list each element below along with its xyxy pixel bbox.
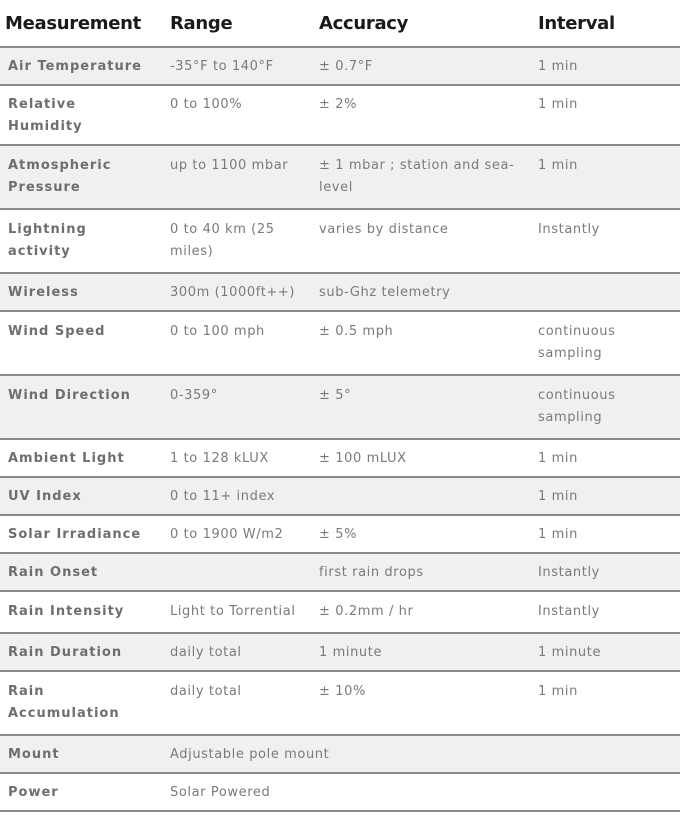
table-row: [0, 633, 680, 671]
accuracy-cell: varies by distance: [311, 209, 530, 273]
value-cell: Solar Powered: [162, 773, 680, 811]
interval-cell: Instantly: [530, 553, 680, 591]
table-header-row: [0, 0, 680, 47]
table-row: [0, 671, 680, 735]
interval-cell: 1 min: [530, 439, 680, 477]
range-cell: [162, 553, 311, 591]
interval-cell: 1 min: [530, 515, 680, 553]
range-cell: 0 to 100%: [162, 85, 311, 145]
header-accuracy: Accuracy: [311, 0, 530, 47]
header-measurement: Measurement: [0, 0, 162, 47]
measurement-cell: Wireless: [0, 273, 162, 311]
range-cell: daily total: [162, 671, 311, 735]
measurement-cell: Ambient Light: [0, 439, 162, 477]
table-row: [0, 553, 680, 591]
accuracy-cell: ± 10%: [311, 671, 530, 735]
interval-cell: [530, 273, 680, 311]
measurement-cell: Rain Accumulation: [0, 671, 162, 735]
accuracy-cell: ± 2%: [311, 85, 530, 145]
measurement-cell: Lightning activity: [0, 209, 162, 273]
interval-cell: 1 min: [530, 85, 680, 145]
range-cell: up to 1100 mbar: [162, 145, 311, 209]
range-cell: 0 to 11+ index: [162, 477, 311, 515]
range-cell: 300m (1000ft++): [162, 273, 311, 311]
accuracy-cell: ± 1 mbar ; station and sea-level: [311, 145, 530, 209]
range-cell: 0 to 40 km (25 miles): [162, 209, 311, 273]
header-interval: Interval: [530, 0, 680, 47]
range-cell: -35°F to 140°F: [162, 47, 311, 85]
interval-cell: 1 min: [530, 47, 680, 85]
interval-cell: continuous sampling: [530, 375, 680, 439]
measurement-cell: Air Temperature: [0, 47, 162, 85]
accuracy-cell: first rain drops: [311, 553, 530, 591]
table-row: [0, 273, 680, 311]
measurement-cell: Power: [0, 773, 162, 811]
measurement-cell: Rain Intensity: [0, 591, 162, 633]
range-cell: 1 to 128 kLUX: [162, 439, 311, 477]
table-row: [0, 209, 680, 273]
table-row: [0, 735, 680, 773]
measurement-cell: Wind Speed: [0, 311, 162, 375]
interval-cell: 1 min: [530, 671, 680, 735]
accuracy-cell: ± 5%: [311, 515, 530, 553]
table-row: [0, 375, 680, 439]
table-row: [0, 515, 680, 553]
accuracy-cell: 1 minute: [311, 633, 530, 671]
accuracy-cell: ± 0.5 mph: [311, 311, 530, 375]
accuracy-cell: ± 0.7°F: [311, 47, 530, 85]
table-row: [0, 311, 680, 375]
range-cell: 0 to 1900 W/m2: [162, 515, 311, 553]
interval-cell: Instantly: [530, 209, 680, 273]
measurement-cell: Rain Onset: [0, 553, 162, 591]
interval-cell: 1 minute: [530, 633, 680, 671]
table-row: [0, 85, 680, 145]
range-cell: 0-359°: [162, 375, 311, 439]
measurement-cell: Solar Irradiance: [0, 515, 162, 553]
measurement-cell: Rain Duration: [0, 633, 162, 671]
range-cell: 0 to 100 mph: [162, 311, 311, 375]
range-cell: daily total: [162, 633, 311, 671]
range-cell: Light to Torrential: [162, 591, 311, 633]
accuracy-cell: ± 0.2mm / hr: [311, 591, 530, 633]
interval-cell: 1 min: [530, 145, 680, 209]
table-row: [0, 477, 680, 515]
measurement-cell: Relative Humidity: [0, 85, 162, 145]
table-row: [0, 591, 680, 633]
table-row: [0, 145, 680, 209]
table-row: [0, 47, 680, 85]
measurement-cell: UV Index: [0, 477, 162, 515]
measurement-cell: Atmospheric Pressure: [0, 145, 162, 209]
table-row: [0, 773, 680, 811]
measurement-cell: Mount: [0, 735, 162, 773]
accuracy-cell: sub-Ghz telemetry: [311, 273, 530, 311]
table-row: [0, 439, 680, 477]
interval-cell: continuous sampling: [530, 311, 680, 375]
accuracy-cell: ± 5°: [311, 375, 530, 439]
accuracy-cell: [311, 477, 530, 515]
measurement-cell: Wind Direction: [0, 375, 162, 439]
value-cell: Adjustable pole mount: [162, 735, 680, 773]
interval-cell: Instantly: [530, 591, 680, 633]
header-range: Range: [162, 0, 311, 47]
accuracy-cell: ± 100 mLUX: [311, 439, 530, 477]
interval-cell: 1 min: [530, 477, 680, 515]
